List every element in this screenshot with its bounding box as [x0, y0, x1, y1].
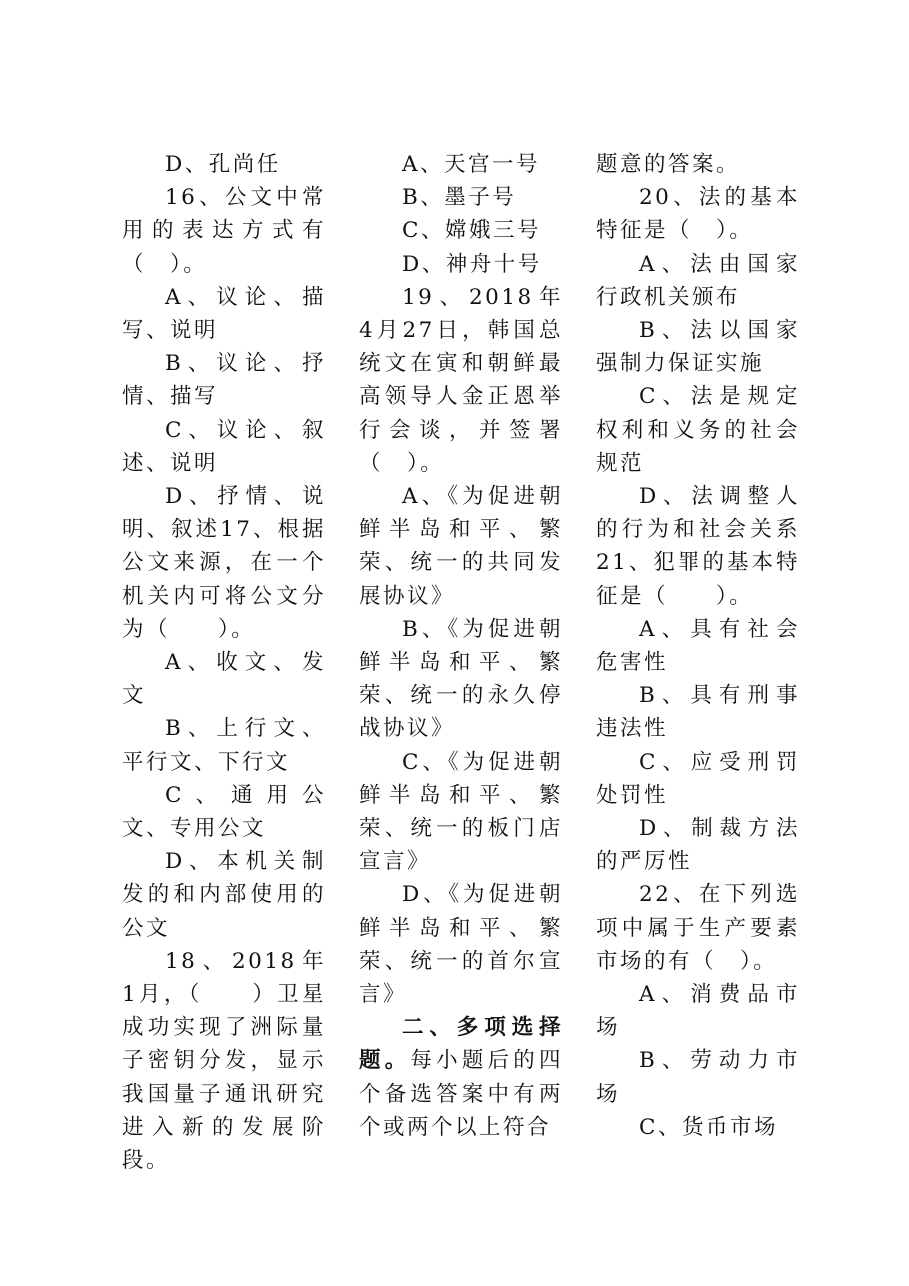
- option-b-16: B、议论、抒情、描写: [122, 351, 326, 410]
- option-b-18: B、墨子号: [402, 185, 517, 211]
- option-a-19: A、《为促进朝鲜半岛和平、繁荣、统一的共同发展协议》: [359, 484, 563, 609]
- option-b-22: B、劳动力市场: [596, 1048, 800, 1107]
- option-c-22: C、货币市场: [639, 1114, 778, 1140]
- question-20: 20、法的基本特征是（ ）。: [596, 185, 800, 244]
- section-text-continued: 题意的答案。: [596, 152, 741, 177]
- option-d-15: D、孔尚任: [165, 152, 281, 177]
- text-column-1: [122, 148, 326, 1177]
- option-c-19: C、《为促进朝鲜半岛和平、繁荣、统一的板门店宣言》: [359, 749, 563, 875]
- option-b-20: B、法以国家强制力保证实施: [596, 318, 800, 377]
- option-c-16: C、议论、叙述、说明: [122, 417, 326, 476]
- option-b-17: B、上行文、平行文、下行文: [122, 716, 326, 775]
- option-c-20: C、法是规定权利和义务的社会规范: [596, 384, 800, 476]
- text-column-2: [359, 148, 563, 1144]
- option-a-18: A、天宫一号: [402, 152, 541, 177]
- question-19: 19、2018年4月27日，韩国总统文在寅和朝鲜最高领导人金正恩举行会谈，并签署（ ）。: [359, 284, 563, 476]
- question-18: 18、2018年1月，（ ）卫星成功实现了洲际量子密钥分发，显示我国量子通讯研究进入新的发展阶段。: [122, 948, 326, 1174]
- option-d-18: D、神舟十号: [402, 251, 542, 277]
- option-b-21: B、具有刑事违法性: [596, 683, 800, 742]
- option-a-17: A、收文、发文: [122, 650, 326, 709]
- option-a-22: A、消费品市场: [596, 982, 800, 1041]
- text-column-3: [596, 148, 800, 1144]
- option-a-20: A、法由国家行政机关颁布: [596, 251, 800, 310]
- option-d-17: D、本机关制发的和内部使用的公文: [122, 849, 326, 941]
- option-d-21: D、制裁方法的严厉性: [596, 816, 800, 875]
- question-22: 22、在下列选项中属于生产要素市场的有（ ）。: [596, 882, 800, 974]
- option-d-16-question-17: D、抒情、说明、叙述17、根据公文来源，在一个机关内可将公文分为（ ）。: [122, 484, 326, 642]
- question-16: 16、公文中常用的表达方式有（ ）。: [122, 185, 326, 277]
- option-a-21: A、具有社会危害性: [596, 616, 800, 676]
- option-b-19: B、《为促进朝鲜半岛和平、繁荣、统一的永久停战协议》: [359, 616, 563, 742]
- option-c-18: C、嫦娥三号: [402, 218, 541, 244]
- option-c-17: C、通用公文、专用公文: [122, 782, 326, 842]
- section-intro: [359, 1011, 563, 1144]
- option-d-20-question-21: D、法调整人的行为和社会关系21、犯罪的基本特征是（ ）。: [596, 484, 800, 609]
- section-heading: 二、多项选择题。: [359, 1015, 563, 1074]
- option-a-16: A、议论、描写、说明: [122, 284, 326, 344]
- section-text: 每小题后的四个备选答案中有两个或两个以上符合: [359, 1048, 563, 1140]
- option-d-19: D、《为促进朝鲜半岛和平、繁荣、统一的首尔宣言》: [359, 882, 563, 1008]
- option-c-21: C、应受刑罚处罚性: [596, 749, 800, 808]
